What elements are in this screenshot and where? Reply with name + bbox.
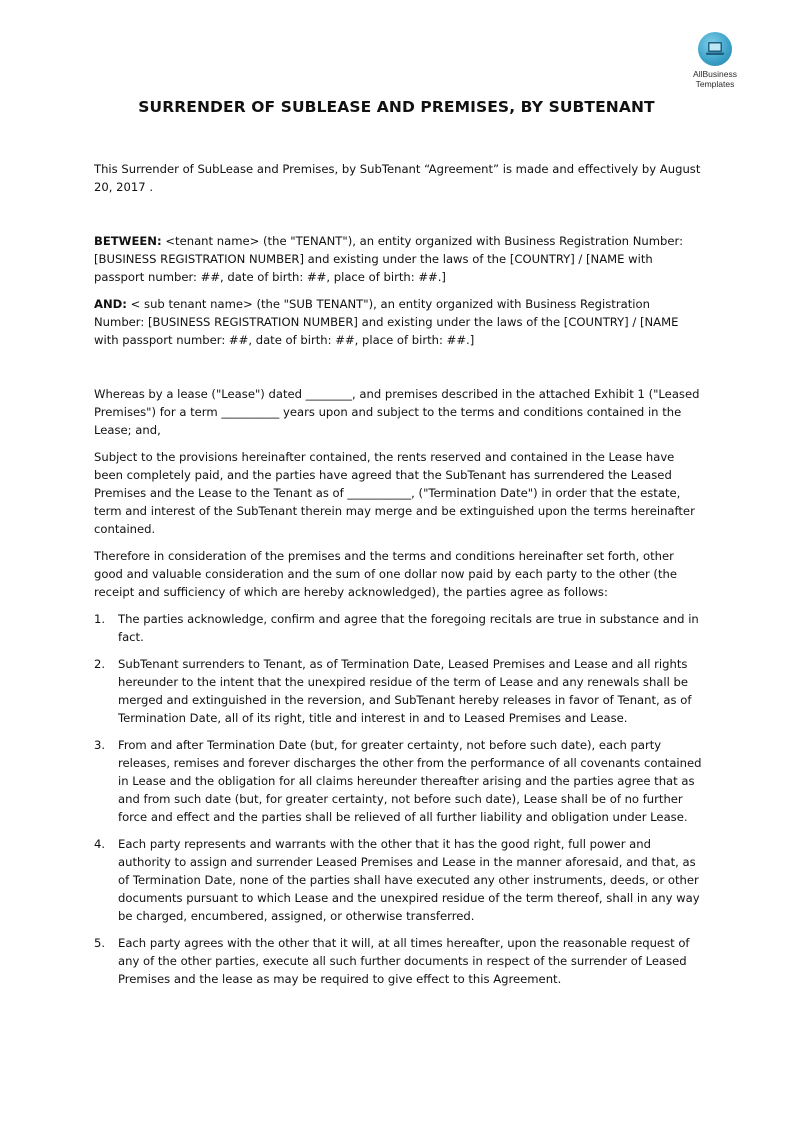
list-item bbox=[94, 655, 702, 727]
and-label: AND: bbox=[94, 297, 127, 311]
clause-number: 1. bbox=[94, 612, 106, 626]
laptop-icon bbox=[698, 32, 732, 66]
list-item bbox=[94, 934, 702, 988]
clause-number: 4. bbox=[94, 837, 106, 851]
clause-text: The parties acknowledge, confirm and agree that the foregoing recitals are true in substance and in fact. bbox=[118, 612, 699, 644]
logo-line-2: Templates bbox=[695, 79, 735, 89]
clause-text: Each party agrees with the other that it will, at all times hereafter, upon the reasonable request of any of the other parties, execute all such further documents in respect of the surrender of Leased Premises and the lease as may be required to give effect to this Agreement. bbox=[118, 936, 690, 986]
list-item bbox=[94, 610, 702, 646]
between-text: <tenant name> (the "TENANT"), an entity organized with Business Registration Number: [BUSINESS REGISTRATION NUMBER] and existing under the laws of the [COUNTRY] / [NAME with passport number: ##, date of birth: ##, place of birth: ##.] bbox=[94, 234, 683, 284]
logo-line-1: AllBusiness bbox=[693, 69, 737, 79]
document-title: SURRENDER OF SUBLEASE AND PREMISES, BY SUBTENANT bbox=[138, 98, 655, 116]
brand-logo bbox=[684, 32, 746, 89]
clause-number: 2. bbox=[94, 657, 106, 671]
subject-paragraph: Subject to the provisions hereinafter contained, the rents reserved and contained in the Lease have been completely paid, and the parties have agreed that the SubTenant has surrendered the Leased Premises and the Lease to the Tenant as of ___________, ("Termination Date") in order that the estate, term and interest of the SubTenant therein may merge and be extinguished upon the terms hereinafter contained. bbox=[94, 450, 695, 536]
and-text: < sub tenant name> (the "SUB TENANT"), an entity organized with Business Registration Number: [BUSINESS REGISTRATION NUMBER] and existing under the laws of the [COUNTRY] / [NAME with passport number: ##, date of birth: ##, place of birth: ##.] bbox=[94, 297, 679, 347]
clause-list bbox=[94, 610, 702, 988]
intro-paragraph: This Surrender of SubLease and Premises, by SubTenant “Agreement” is made and effectively by August 20, 2017 . bbox=[94, 162, 701, 194]
clause-number: 3. bbox=[94, 738, 106, 752]
therefore-paragraph: Therefore in consideration of the premises and the terms and conditions hereinafter set forth, other good and valuable consideration and the sum of one dollar now paid by each party to the other (the receipt and sufficiency of which are hereby acknowledged), the parties agree as follows: bbox=[94, 549, 677, 599]
document-body bbox=[94, 160, 702, 997]
list-item bbox=[94, 736, 702, 826]
clause-text: Each party represents and warrants with the other that it has the good right, full power and authority to assign and surrender Leased Premises and Lease in the manner aforesaid, and that, as of Termination Date, none of the parties shall have executed any other instruments, deeds, or other documents pursuant to which Lease and the unexpired residue of the term thereof, shall in any way be charged, encumbered, assigned, or otherwise transferred. bbox=[118, 837, 700, 923]
clause-text: SubTenant surrenders to Tenant, as of Termination Date, Leased Premises and Lease and all rights hereunder to the intent that the unexpired residue of the term of Lease and any renewals shall be merged and extinguished in the reversion, and SubTenant hereby releases in favor of Tenant, as of Termination Date, all of its right, title and interest in and to Leased Premises and Lease. bbox=[118, 657, 692, 725]
clause-number: 5. bbox=[94, 936, 106, 950]
between-paragraph bbox=[94, 232, 702, 286]
clause-text: From and after Termination Date (but, for greater certainty, not before such date), each party releases, remises and forever discharges the other from the performance of all covenants contained in Lease and the obligation for all claims hereunder thereafter arising and the parties agree that as and from such date (but, for greater certainty, not before such date), Lease shall be of no further force and effect and the parties shall be relieved of all further liability and obligation under Lease. bbox=[118, 738, 702, 824]
between-label: BETWEEN: bbox=[94, 234, 162, 248]
list-item bbox=[94, 835, 702, 925]
whereas-paragraph: Whereas by a lease ("Lease") dated ________, and premises described in the attached Exhibit 1 ("Leased Premises") for a term __________ years upon and subject to the terms and conditions contained in the Lease; and, bbox=[94, 387, 700, 437]
and-paragraph bbox=[94, 295, 702, 349]
